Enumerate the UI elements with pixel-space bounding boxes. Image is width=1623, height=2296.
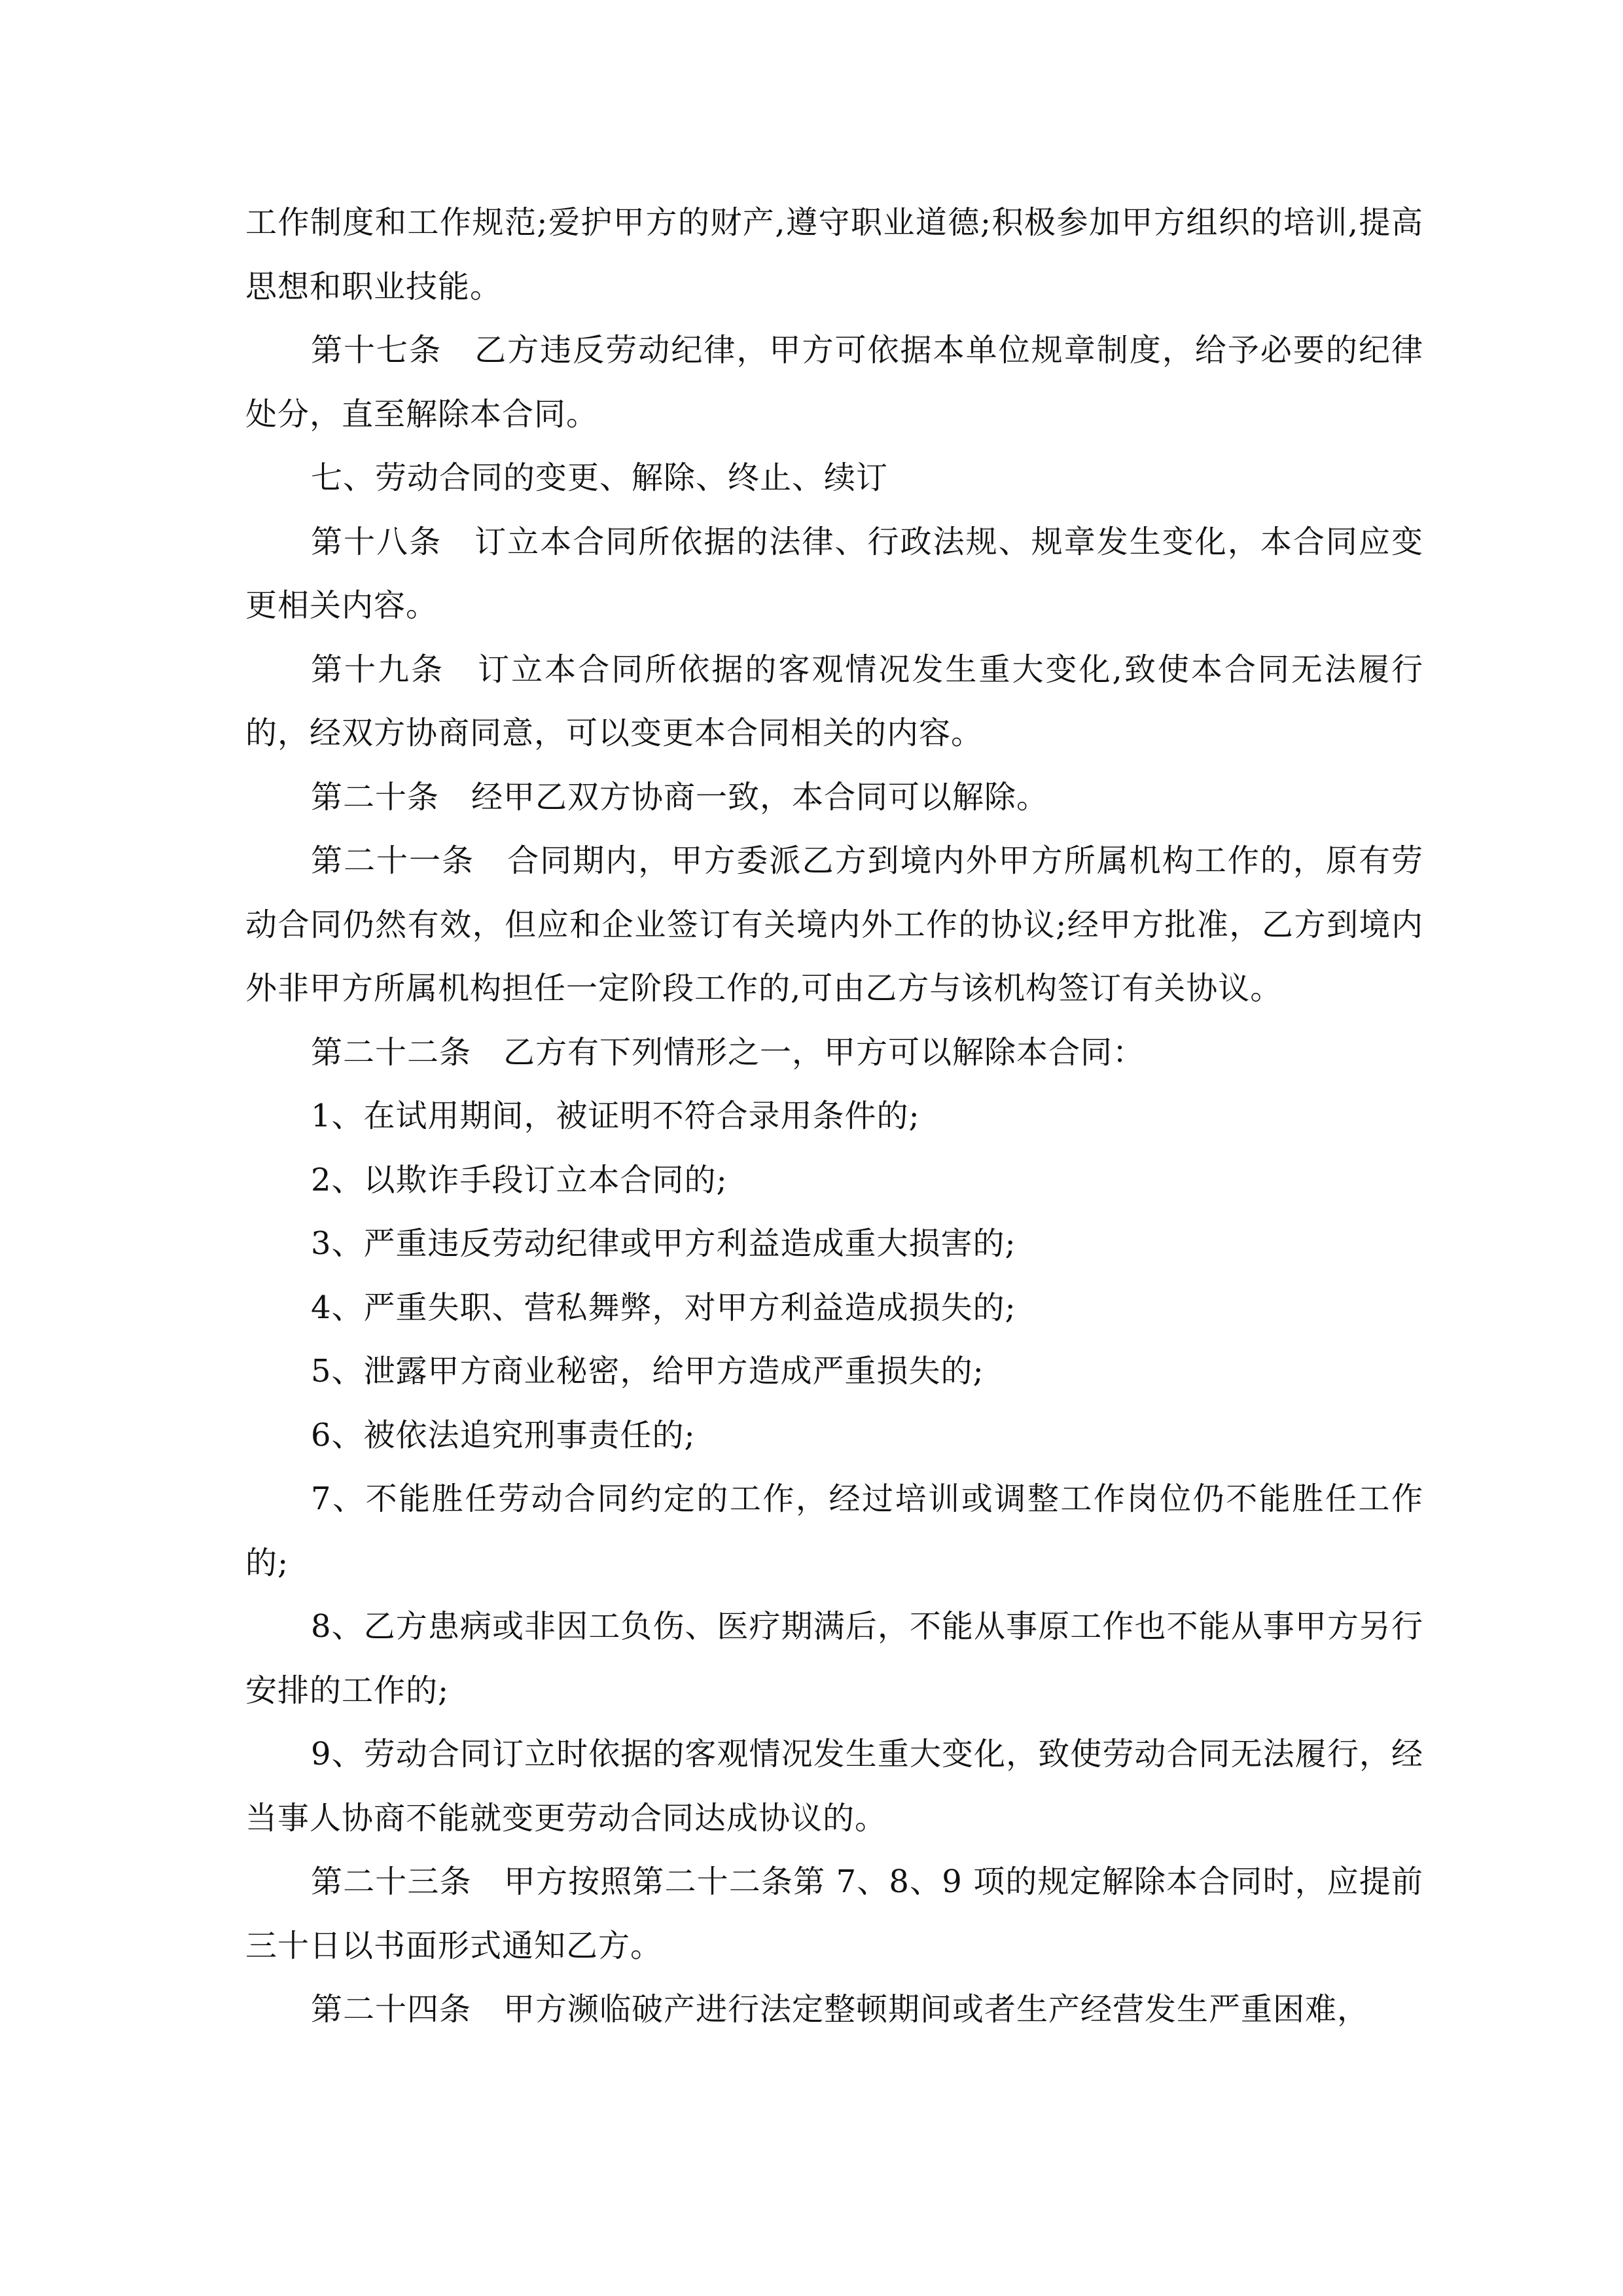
list-item-1: 1、在试用期间，被证明不符合录用条件的; bbox=[311, 1098, 920, 1134]
list-item-9: 9、劳动合同订立时依据的客观情况发生重大变化，致使劳动合同无法履行，经当事人协商不能就变更劳动合同达成协议的。 bbox=[245, 1736, 1423, 1837]
list-item-5: 5、泄露甲方商业秘密，给甲方造成严重损失的; bbox=[311, 1353, 984, 1390]
article-17: 第十七条 乙方违反劳动纪律，甲方可依据本单位规章制度，给予必要的纪律处分，直至解除本合同。 bbox=[245, 332, 1423, 433]
document-body bbox=[245, 191, 1423, 2042]
section-heading-7: 七、劳动合同的变更、解除、终止、续订 bbox=[311, 459, 889, 496]
article-20: 第二十条 经甲乙双方协商一致，本合同可以解除。 bbox=[311, 778, 1049, 816]
article-19: 第十九条 订立本合同所依据的客观情况发生重大变化,致使本合同无法履行的，经双方协商同意，可以变更本合同相关的内容。 bbox=[245, 651, 1423, 751]
list-item-8: 8、乙方患病或非因工负伤、医疗期满后，不能从事原工作也不能从事甲方另行安排的工作的; bbox=[245, 1608, 1423, 1709]
list-item-2: 2、以欺诈手段订立本合同的; bbox=[311, 1161, 728, 1198]
article-21: 第二十一条 合同期内，甲方委派乙方到境内外甲方所属机构工作的，原有劳动合同仍然有效，但应和企业签订有关境内外工作的协议;经甲方批准，乙方到境内外非甲方所属机构担任一定阶段工作的,可由乙方与该机构签订有关协议。 bbox=[245, 842, 1423, 1007]
article-23: 第二十三条 甲方按照第二十二条第 7、8、9 项的规定解除本合同时，应提前三十日以书面形式通知乙方。 bbox=[245, 1863, 1423, 1964]
list-item-4: 4、严重失职、营私舞弊，对甲方利益造成损失的; bbox=[311, 1289, 1016, 1326]
list-item-3: 3、严重违反劳动纪律或甲方利益造成重大损害的; bbox=[311, 1225, 1016, 1262]
article-24: 第二十四条 甲方濒临破产进行法定整顿期间或者生产经营发生严重困难， bbox=[311, 1991, 1370, 2028]
article-22: 第二十二条 乙方有下列情形之一，甲方可以解除本合同： bbox=[311, 1033, 1145, 1071]
article-18: 第十八条 订立本合同所依据的法律、行政法规、规章发生变化，本合同应变更相关内容。 bbox=[245, 523, 1423, 624]
paragraph-work-rules: 工作制度和工作规范;爱护甲方的财产,遵守职业道德;积极参加甲方组织的培训,提高思想和职业技能。 bbox=[245, 204, 1423, 305]
list-item-6: 6、被依法追究刑事责任的; bbox=[311, 1416, 696, 1454]
list-item-7: 7、不能胜任劳动合同约定的工作，经过培训或调整工作岗位仍不能胜任工作的; bbox=[245, 1480, 1423, 1581]
